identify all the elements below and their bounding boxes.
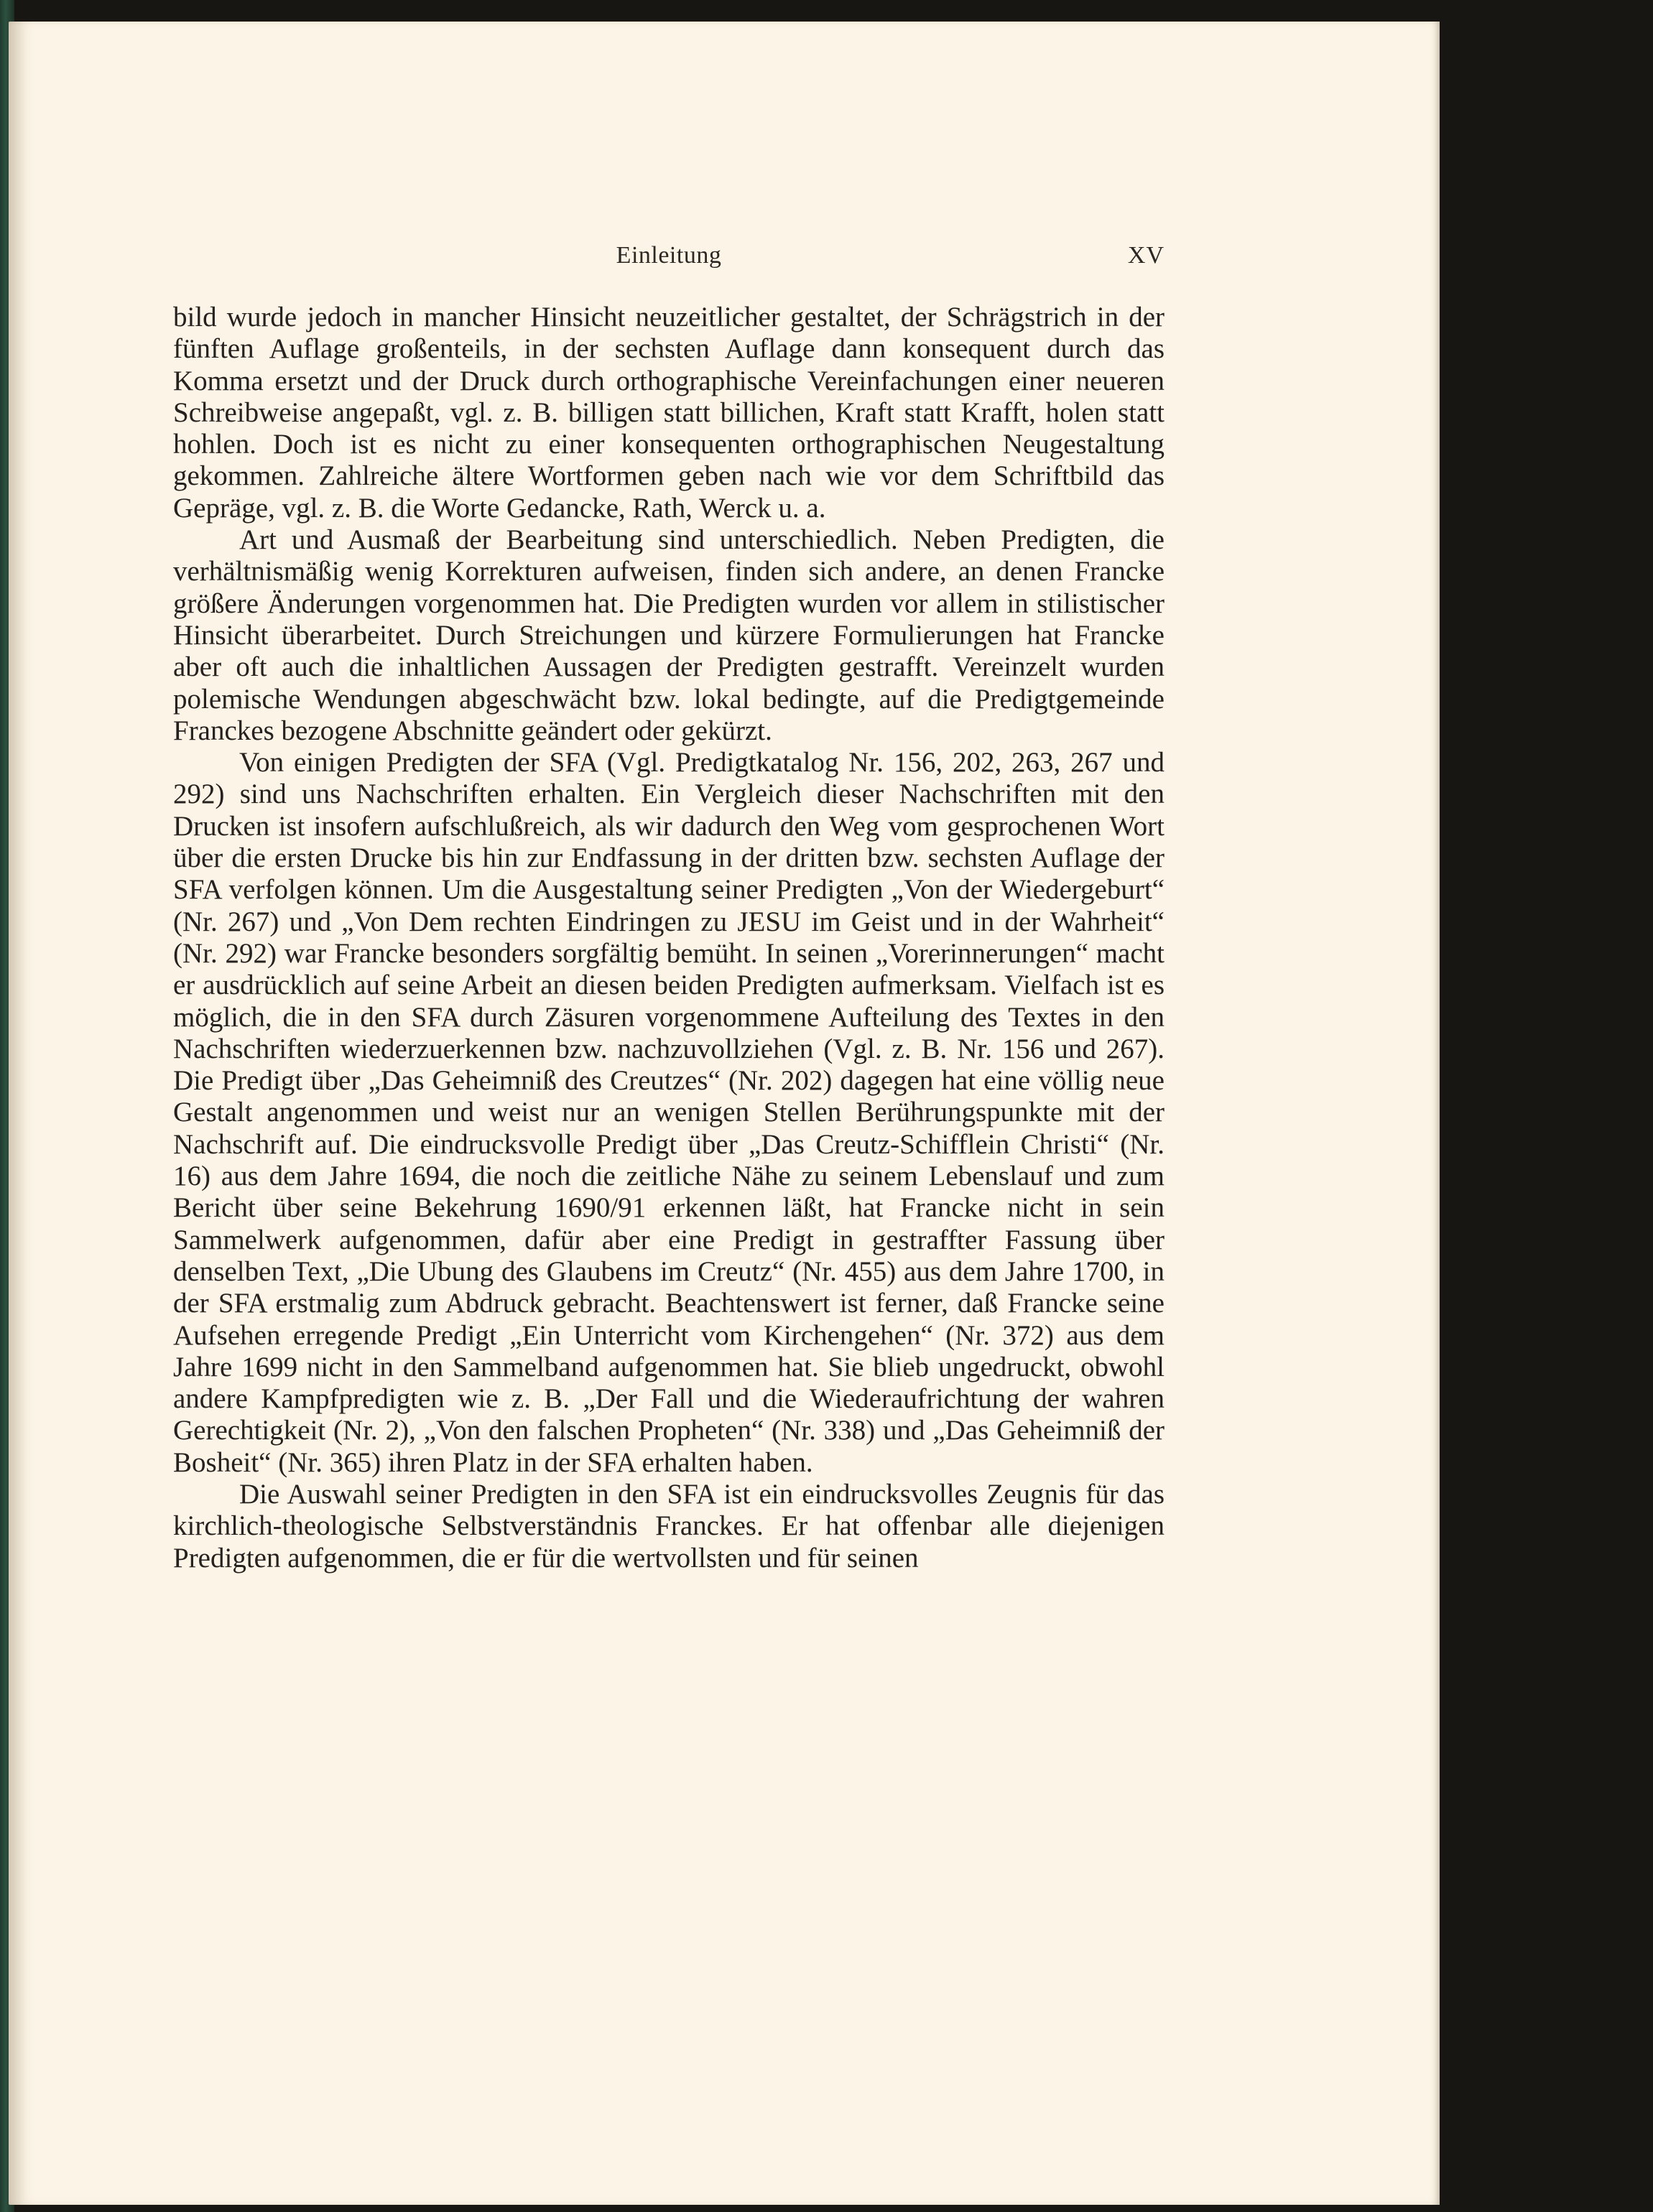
paragraph-3: Von einigen Predigten der SFA (Vgl. Predigtkatalog Nr. 156, 202, 263, 267 und 292) sind uns Nachschriften erhalten. Ein Vergleich dieser Nachschriften mit den Drucken ist insofern aufschlußreich, als wir dadurch den Weg vom gesprochenen Wort über die ersten Drucke bis hin zur Endfassung in der dritten bzw. sechsten Auflage der SFA verfolgen können. Um die Ausgestaltung seiner Predigten „Von der Wiedergeburt“ (Nr. 267) und „Von Dem rechten Eindringen zu JESU im Geist und in der Wahrheit“ (Nr. 292) war Francke besonders sorgfältig bemüht. In seinen „Vorerinnerungen“ macht er ausdrücklich auf seine Arbeit an diesen beiden Predigten aufmerksam. Vielfach ist es möglich, die in den SFA durch Zäsuren vorgenommene Aufteilung des Textes in den Nachschriften wiederzuerkennen bzw. nachzuvollziehen (Vgl. z. B. Nr. 156 und 267). Die Predigt über „Das Geheimniß des Creutzes“ (Nr. 202) dagegen hat eine völlig neue Gestalt angenommen und weist nur an wenigen Stellen Berührungspunkte mit der Nachschrift auf. Die eindrucksvolle Predigt über „Das Creutz-Schifflein Christi“ (Nr. 16) aus dem Jahre 1694, die noch die zeitliche Nähe zu seinem Lebenslauf und zum Bericht über seine Bekehrung 1690/91 erkennen läßt, hat Francke nicht in sein Sammelwerk aufgenommen, dafür aber eine Predigt in gestraffter Fassung über denselben Text, „Die Ubung des Glaubens im Creutz“ (Nr. 455) aus dem Jahre 1700, in der SFA erstmalig zum Abdruck gebracht. Beachtenswert ist ferner, daß Francke seine Aufsehen erregende Predigt „Ein Unterricht vom Kirchengehen“ (Nr. 372) aus dem Jahre 1699 nicht in den Sammelband aufgenommen hat. Sie blieb ungedruckt, obwohl andere Kampfpredigten wie z. B. „Der Fall und die Wiederaufrichtung der wahren Gerechtigkeit (Nr. 2), „Von den falschen Propheten“ (Nr. 338) und „Das Geheimniß der Bosheit“ (Nr. 365) ihren Platz in der SFA erhalten haben. [173,747,1164,1478]
paragraph-4: Die Auswahl seiner Predigten in den SFA ist ein eindrucksvolles Zeugnis für das kirchlich-theologische Selbstverständnis Franckes. Er hat offenbar alle diejenigen Predigten aufgenommen, die er für die wertvollsten und für seinen [173,1478,1164,1574]
page-number: XV [1127,242,1164,269]
body-text [173,302,1164,1574]
paragraph-2: Art und Ausmaß der Bearbeitung sind unterschiedlich. Neben Predigten, die verhältnismäßig wenig Korrekturen aufweisen, finden sich andere, an denen Francke größere Änderungen vorgenommen hat. Die Predigten wurden vor allem in stilistischer Hinsicht überarbeitet. Durch Streichungen und kürzere Formulierungen hat Francke aber oft auch die inhaltlichen Aussagen der Predigten gestrafft. Vereinzelt wurden polemische Wendungen abgeschwächt bzw. lokal bedingte, auf die Predigtgemeinde Franckes bezogene Abschnitte geändert oder gekürzt. [173,524,1164,746]
book-page [9,22,1440,2205]
running-title: Einleitung [616,242,722,269]
paragraph-1: bild wurde jedoch in mancher Hinsicht neuzeitlicher gestaltet, der Schrägstrich in der fünften Auflage großenteils, in der sechsten Auflage dann konsequent durch das Komma ersetzt und der Druck durch orthographische Vereinfachungen einer neueren Schreibweise angepaßt, vgl. z. B. billigen statt billichen, Kraft statt Krafft, holen statt hohlen. Doch ist es nicht zu einer konsequenten orthographischen Neugestaltung gekommen. Zahlreiche ältere Wortformen geben nach wie vor dem Schriftbild das Gepräge, vgl. z. B. die Worte Gedancke, Rath, Werck u. a. [173,302,1164,524]
running-head [173,242,1164,278]
